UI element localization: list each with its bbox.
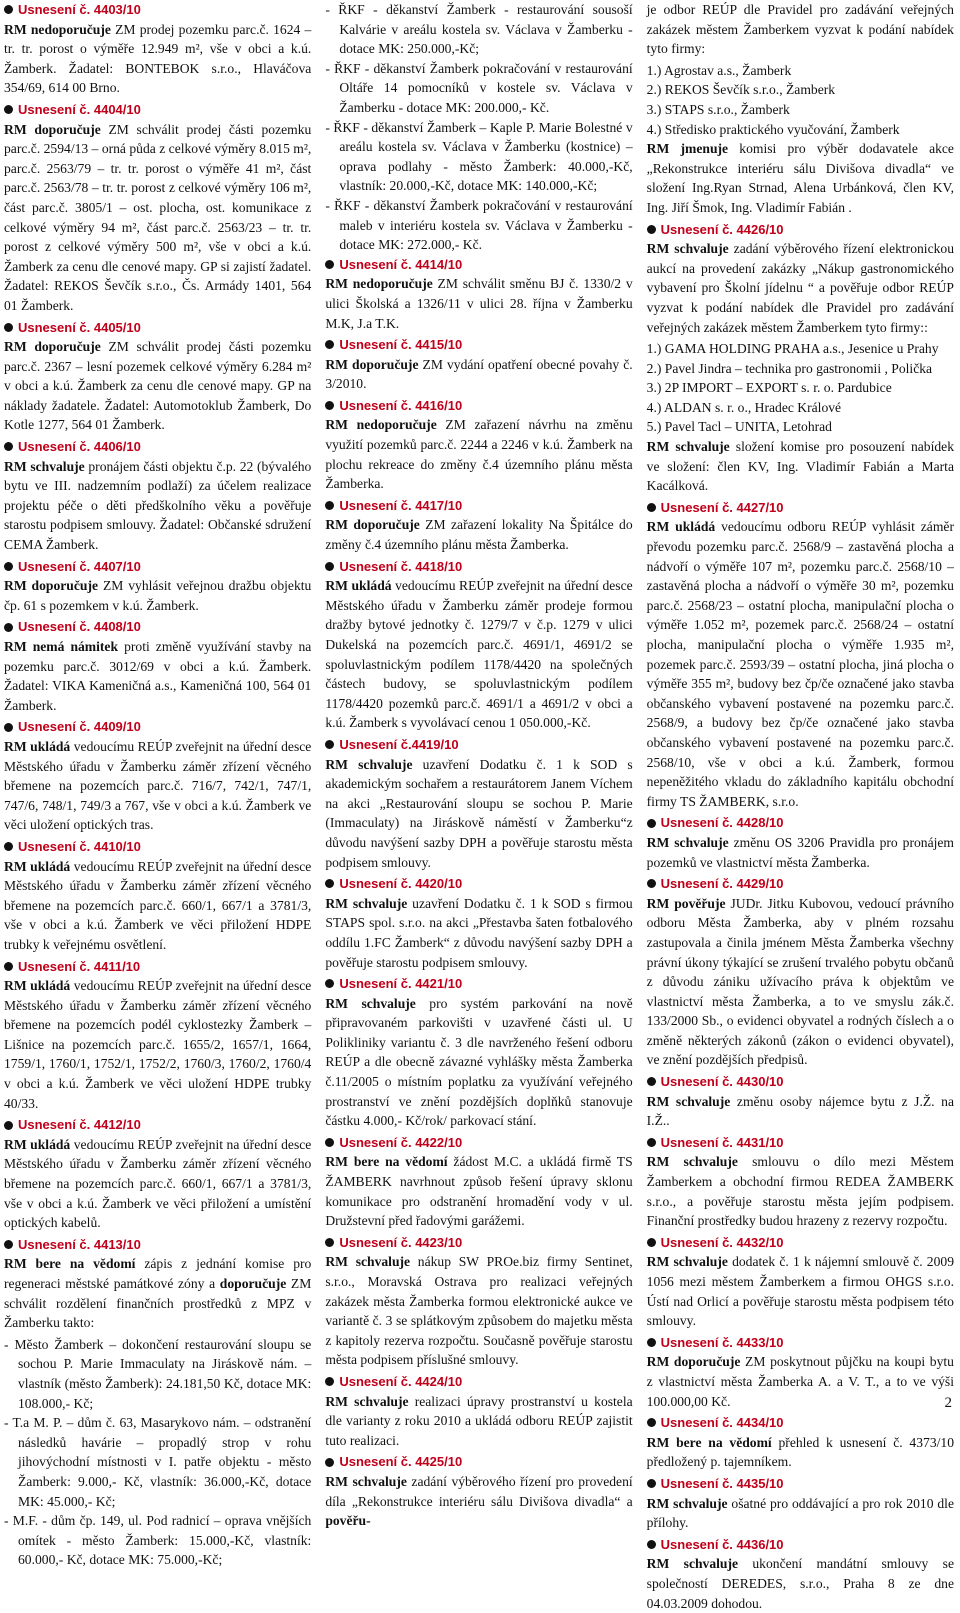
- resolution-heading: Usnesení č. 4405/10: [4, 318, 311, 338]
- list-item: 1.) GAMA HOLDING PRAHA a.s., Jesenice u Prahy: [646, 341, 939, 357]
- bullet-icon: [4, 105, 13, 114]
- resolution-heading: Usnesení č. 4412/10: [4, 1115, 311, 1135]
- resolution-text: RM schvaluje složení komise pro posouzení nabídek ve složení: člen KV, Ing. Vladimír Fabián a Marta Kacálková.: [646, 439, 954, 494]
- resolution-heading: Usnesení č. 4427/10: [647, 498, 954, 518]
- resolution-text: RM ukládá vedoucímu REÚP zveřejnit na úřední desce Městského úřadu v Žamberku záměr zřízení věcného břemene na pozemcích parc.č. 660/1, 667/1 a 3781/3, vše v obci a k.ú. Žamberk ve věci přiložení HDPE trubky k veřejnému osvětlení.: [4, 858, 312, 952]
- resolution-text: RM schvaluje dodatek č. 1 k nájemní smlouvě č. 2009 1056 mezi městem Žamberkem a firmou OHGS s.r.o. Ústí nad Orlicí a pověřuje starostu města podpisem této smlouvy.: [646, 1254, 954, 1329]
- list-item: - ŘKF - děkanství Žamberk pokračování v restaurování Oltáře 14 pomocníků v kostele sv. Václava v Žamberku - dotace MK: 200.000,- Kč.: [325, 60, 633, 115]
- resolution-heading: Usnesení č. 4422/10: [325, 1133, 632, 1153]
- resolution-heading: Usnesení č. 4409/10: [4, 717, 311, 737]
- list-item: - M.F. - dům čp. 149, ul. Pod radnicí – oprava vnějších omítek - město Žamberk: 15.000,-Kč, vlastník: 60.000,- Kč, dotace MK: 75.000,-Kč;: [4, 1513, 312, 1568]
- resolution-heading: Usnesení č. 4430/10: [647, 1072, 954, 1092]
- list-item: - T.a M. P. – dům č. 63, Masarykovo nám. – odstranění následků havárie – propadlý strop v rohu jihovýchodní místnosti v I. patře objektu - město Žamberk: 9.000,- Kč, vlastník: 36.000,-Kč, dotace MK: 45.000,- Kč;: [4, 1415, 312, 1509]
- resolution-heading: Usnesení č. 4417/10: [325, 496, 632, 516]
- bullet-icon: [647, 1338, 656, 1347]
- bullet-icon: [647, 819, 656, 828]
- bullet-icon: [4, 1240, 13, 1249]
- bullet-icon: [325, 1138, 334, 1147]
- resolution-text: RM nemá námitek proti změně využívání stavby na pozemku parc.č. 3012/69 v obci a k.ú. Žamberk. Žadatel: VIKA Kameničná a.s., Kameničná 100, 564 01 Žamberk.: [4, 639, 312, 713]
- newsletter-page: [4, 0, 954, 1611]
- bullet-icon: [4, 323, 13, 332]
- resolution-heading: Usnesení č. 4418/10: [325, 557, 632, 577]
- bullet-icon: [4, 623, 13, 632]
- column-right: [646, 0, 954, 1611]
- resolution-text: RM doporučuje ZM vydání opatření obecné povahy č. 3/2010.: [325, 356, 633, 392]
- resolution-text: RM nedoporučuje ZM prodej pozemku parc.č. 1624 – tr. tr. porost o výměře 12.949 m², vše v obci a k.ú. Žamberk. Žadatel: BONTEBOK s.r.o., Hlaváčova 354/69, 614 00 Brno.: [4, 21, 312, 96]
- bullet-icon: [4, 842, 13, 851]
- list-item: 5.) Pavel Tacl – UNITA, Letohrad: [646, 419, 832, 435]
- list-item: 4.) Středisko praktického vyučování, Žamberk: [646, 121, 900, 137]
- list-item: - ŘKF - děkanství Žamberk - restaurování sousoší Kalvárie v areálu kostela sv. Václava v Žamberku - dotace MK: 250.000,-Kč;: [325, 2, 633, 57]
- resolution-heading: Usnesení č. 4426/10: [647, 220, 954, 240]
- resolution-heading: Usnesení č. 4432/10: [647, 1233, 954, 1253]
- bullet-icon: [325, 1458, 334, 1467]
- bullet-icon: [4, 723, 13, 732]
- resolution-text: RM ukládá vedoucímu REÚP zveřejnit na úřední desce Městského úřadu v Žamberku záměr prodeje formou dražby bytové jednotky č. 1279/7 v č.p. 1279 v ulici Dukelská na pozemcích parc.č. 4691/1, 4691/2 se spoluvlastnickým podílem 1178/4420 na společných částech budovy, se spoluvlastnickým podílem 1178/4420 pozemků parc.č. 4691/1 a 4691/2 v obci a k.ú. Žamberk s vyvolávací cenou 1 050.000,-Kč.: [325, 578, 633, 731]
- resolution-text: RM bere na vědomí zápis z jednání komise pro regeneraci městské památkové zóny a doporučuje ZM schválit rozdělení finančních prostředků z MPZ v Žamberku takto:: [4, 1256, 312, 1331]
- resolution-text: RM schvaluje smlouvu o dílo mezi Městem Žamberkem a obchodní firmou REDEA ŽAMBERK s.r.o., a pověřuje starostu města jejím podpisem. Finanční prostředky budou hrazeny z rezervy rozpočtu.: [646, 1154, 954, 1229]
- resolution-text: RM nedoporučuje ZM schválit směnu BJ č. 1330/2 v ulici Školská a 1326/11 v ulici 28. října v Žamberku M.K, J.a T.K.: [325, 276, 633, 331]
- resolution-heading: Usnesení č. 4433/10: [647, 1333, 954, 1353]
- bullet-icon: [647, 225, 656, 234]
- bullet-icon: [325, 401, 334, 410]
- bullet-icon: [325, 340, 334, 349]
- list-item: 2.) REKOS Ševčík s.r.o., Žamberk: [646, 82, 836, 98]
- resolution-text: RM ukládá vedoucímu REÚP zveřejnit na úřední desce Městského úřadu v Žamberku záměr zřízení věcného břemene na pozemcích parc.č. 660/1, 667/1 a 3781/3, vše v obci a k.ú. Žamberk ve věci přiložení a umístění optických kabelů.: [4, 1136, 312, 1231]
- resolution-text: RM doporučuje ZM poskytnout půjčku na koupi bytu z vlastnictví města Žamberka A. a V. T., a to ve výši 100.000,00 Kč.: [646, 1354, 954, 1409]
- resolution-heading: Usnesení č. 4413/10: [4, 1235, 311, 1255]
- resolution-text: RM ukládá vedoucímu odboru REÚP vyhlásit záměr převodu pozemku parc.č. 2568/9 – zastavěná plocha a nádvoří o výměře 107 m², pozemku parc.č. 2568/10 – zastavěná plocha a nádvoří o výměře 30 m², pozemku parc.č. 2568/23 – ostatní plocha, manipulační plocha o výměře 1.052 m², pozemek parc.č. 2568/24 – ostatní plocha, manipulační plocha o výměře 1.935 m², pozemek parc.č. 2593/39 – ostatní plocha, jiná plocha o výměře 355 m², budovy bez čp/če označené jako stavba občanského vybavení postavené na pozemku parc.č. 2568/9, a budovy bez čp/če označené jako stavba občanského vybavení postavené na pozemku parc.č. 2568/10, vše v obci a k.ú. Žamberk, formou nepeněžitého vkladu do základního kapitálu obchodní firmy TS ŽAMBERK, s.r.o.: [646, 519, 954, 809]
- resolution-text: RM schvaluje změnu OS 3206 Pravidla pro pronájem pozemků ve vlastnictví města Žamberka.: [646, 834, 954, 870]
- resolution-heading: Usnesení č. 4429/10: [647, 874, 954, 894]
- resolution-text: RM ukládá vedoucímu REÚP zveřejnit na úřední desce Městského úřadu v Žamberku záměr zřízení věcného břemene na pozemcích parc.č. 716/7, 742/1, 747/1, 747/6, 748/1, 749/3 a 767, vše v obci a k.ú. Žamberk ve věci uložení optických tras.: [4, 738, 312, 833]
- resolution-text: RM schvaluje pronájem části objektu č.p. 22 (bývalého bytu ve III. nadzemním podlaží) za účelem realizace projektu péče o děti předškolního věku a pověřuje starostu podpisem smlouvy. Žadatel: Občanské sdružení CEMA Žamberk.: [4, 458, 312, 553]
- bullet-icon: [647, 1479, 656, 1488]
- list-item: - ŘKF - děkanství Žamberk pokračování v restaurování maleb v interiéru kostela sv. Václava v Žamberku - dotace MK: 272.000,- Kč.: [325, 197, 633, 253]
- resolution-text: RM bere na vědomí žádost M.C. a ukládá firmě TS ŽAMBERK navrhnout způsob řešení úpravy sklonu komunikace pro odstranění hromadění vody v ul. Družstevní před řadovými garážemi.: [325, 1154, 633, 1229]
- resolution-heading: Usnesení č. 4408/10: [4, 617, 311, 637]
- bullet-icon: [325, 1238, 334, 1247]
- resolution-text: RM schvaluje nákup SW PROe.biz firmy Sentinet, s.r.o., Moravská Ostrava pro realizaci veřejných zakázek města Žamberka formou elektronické aukce ve variantě č. 3 se splátkovým způsobem do majetku města z kapitoly rezerva rozpočtu. Současně pověřuje starostu města podpisem příslušné smlouvy.: [325, 1254, 633, 1368]
- resolution-heading: Usnesení č. 4403/10: [4, 0, 311, 20]
- resolution-text: RM ukládá vedoucímu REÚP zveřejnit na úřední desce Městského úřadu v Žamberku záměr zřízení věcného břemene na pozemcích podél cyklostezky Žamberk – Lišnice na pozemcích parc.č. 1655/2, 1657/1, 1664, 1759/1, 1760/1, 1752/1, 1752/2, 1760/3, 1760/2, 1760/4 v obci a k.ú. Žamberk ve věci uložení HDPE trubky 40/33.: [4, 978, 312, 1111]
- bullet-icon: [647, 1077, 656, 1086]
- resolution-heading: Usnesení č. 4435/10: [647, 1474, 954, 1494]
- list-item: 1.) Agrostav a.s., Žamberk: [646, 62, 792, 78]
- resolution-text: RM schvaluje uzavření Dodatku č. 1 k SOD s akademickým sochařem a restaurátorem Janem Víchem na akci „Restaurování sloupu se sochou P. Marie (Immaculaty) na Jiráskově náměstí v Žamberku“z důvodu navýšení sazby DPH a pověřuje starostu města podpisem smlouvy.: [325, 756, 633, 870]
- page-number: 2: [944, 1395, 952, 1411]
- column-left: [4, 0, 312, 1568]
- list-item: - Město Žamberk – dokončení restaurování sloupu se sochou P. Marie Immaculaty na Jiráskově nám. – vlastník (město Žamberk): 24.181,50 Kč, dotace MK: 108.000,- Kč;: [4, 1336, 312, 1411]
- resolution-text: RM schvaluje zadání výběrového řízení pro provedení díla „Rekonstrukce interiéru sálu Divišova divadla“ a pověřu-: [325, 1473, 633, 1529]
- resolution-text: RM jmenuje komisi pro výběr dodavatele akce „Rekonstrukce interiéru sálu Divišova divadla“ ve složení Ing.Ryan Strnad, Alena Urbánková, člen KV, Ing. Jiří Šmok, Ing. Vladimír Fabián .: [646, 141, 954, 215]
- resolution-text: RM schvaluje ukončení mandátní smlouvy se společností DEREDES, s.r.o., Praha 8 ze dne 04.03.2009 dohodou.: [646, 1556, 954, 1611]
- resolution-heading: Usnesení č. 4424/10: [325, 1372, 632, 1392]
- bullet-icon: [325, 562, 334, 571]
- resolution-heading: Usnesení č. 4434/10: [647, 1413, 954, 1433]
- bullet-icon: [4, 562, 13, 571]
- resolution-text: RM bere na vědomí přehled k usnesení č. 4373/10 předložený p. tajemníkem.: [646, 1434, 954, 1470]
- resolution-text: RM schvaluje zadání výběrového řízení elektronickou aukcí na provedení zakázky „Nákup gastronomického vybavení pro Školní jídelnu “ a pověřuje odbor REÚP vyzvat k podání nabídek dle Pravidel pro zadávání veřejných zakázek městem Žamberkem tyto firmy::: [646, 241, 954, 335]
- resolution-heading: Usnesení č. 4414/10: [325, 255, 632, 275]
- continued-text: je odbor REÚP dle Pravidel pro zadávání veřejných zakázek městem Žamberkem vyzvat k podání nabídek tyto firmy:: [646, 2, 954, 57]
- resolution-heading: Usnesení č. 4410/10: [4, 837, 311, 857]
- resolution-text: RM schvaluje změnu osoby nájemce bytu z J.Ž. na I.Ž..: [646, 1093, 954, 1129]
- bullet-icon: [647, 503, 656, 512]
- resolution-text: RM schvaluje realizaci úpravy prostranství u kostela dle varianty z roku 2010 a ukládá odboru REÚP zajistit tuto realizaci.: [325, 1393, 633, 1448]
- bullet-icon: [4, 1121, 13, 1130]
- resolution-heading: Usnesení č. 4407/10: [4, 557, 311, 577]
- resolution-text: RM nedoporučuje ZM zařazení návrhu na změnu využití pozemků parc.č. 2244 a 2246 v k.ú. Žamberk na plochu rekreace do změny č.4 územního plánu města Žamberka.: [325, 417, 633, 492]
- resolution-text: RM schvaluje pro systém parkování na nově připravovaném parkovišti v uzavřené části ul. U Polikliniky variantu č. 3 dle navrženého řešení odboru REÚP a dle obecně závazné vyhlášky města Žamberka č.11/2005 o místním poplatku za využívání veřejného prostranství ve znění pozdějších doplňků stanovuje částku 4.000,- Kč/rok/ parkovací stání.: [325, 995, 633, 1129]
- list-item: 3.) 2P IMPORT – EXPORT s. r. o. Pardubice: [646, 380, 892, 396]
- bullet-icon: [325, 740, 334, 749]
- bullet-icon: [325, 260, 334, 269]
- resolution-heading: Usnesení č. 4416/10: [325, 396, 632, 416]
- bullet-icon: [647, 1540, 656, 1549]
- bullet-icon: [325, 501, 334, 510]
- list-item: 4.) ALDAN s. r. o., Hradec Králové: [646, 399, 842, 415]
- resolution-heading: Usnesení č. 4428/10: [647, 813, 954, 833]
- resolution-heading: Usnesení č. 4420/10: [325, 874, 632, 894]
- bullet-icon: [647, 879, 656, 888]
- resolution-heading: Usnesení č. 4406/10: [4, 437, 311, 457]
- bullet-icon: [647, 1238, 656, 1247]
- bullet-icon: [4, 442, 13, 451]
- resolution-heading: Usnesení č. 4404/10: [4, 100, 311, 120]
- resolution-heading: Usnesení č. 4421/10: [325, 974, 632, 994]
- bullet-icon: [4, 962, 13, 971]
- bullet-icon: [325, 979, 334, 988]
- resolution-text: RM doporučuje ZM zařazení lokality Na Špitálce do změny č.4 územního plánu města Žamberka.: [325, 517, 633, 553]
- resolution-heading: Usnesení č. 4415/10: [325, 335, 632, 355]
- resolution-text: RM schvaluje ošatné pro oddávající a pro rok 2010 dle přílohy.: [646, 1495, 954, 1531]
- bullet-icon: [647, 1418, 656, 1427]
- resolution-heading: Usnesení č. 4431/10: [647, 1133, 954, 1153]
- resolution-heading: Usnesení č. 4436/10: [647, 1535, 954, 1555]
- bullet-icon: [647, 1138, 656, 1147]
- bullet-icon: [325, 879, 334, 888]
- list-item: - ŘKF - děkanství Žamberk – Kaple P. Marie Bolestné v areálu kostela sv. Václava v Žamberku (kostnice) – oprava podlahy - město Žamberk: 40.000,-Kč, vlastník: 20.000,-Kč, dotace MK: 140.000,-Kč;: [325, 119, 633, 194]
- resolution-text: RM doporučuje ZM vyhlásit veřejnou dražbu objektu čp. 61 s pozemkem v k.ú. Žamberk.: [4, 578, 312, 613]
- list-item: 2.) Pavel Jindra – technika pro gastronomii , Polička: [646, 360, 933, 376]
- resolution-text: RM doporučuje ZM schválit prodej části pozemku parc.č. 2594/13 – orná půda z celkové výměry 8.015 m², parc.č. 2563/79 – tr. tr. porost o výměře 41 m², část parc.č. 2563/78 – tr. tr. porost z celkové výměry 106 m², část parc.č. 3805/1 – ost. plocha, ost. komunikace z celkové výměry 94 m², část parc.č. 2563/23 – tr. tr. porost z celkové výměry 500 m², vše v obci a k.ú. Žamberk za cenu dle cenové mapy. GP si zajistí žadatel. Žadatel: REKOS Ševčík s.r.o., Čs. Armády 1401, 564 01 Žamberk.: [4, 121, 312, 313]
- list-item: 3.) STAPS s.r.o., Žamberk: [646, 101, 790, 117]
- column-middle: [325, 0, 633, 1529]
- resolution-text: RM doporučuje ZM schválit prodej části pozemku parc.č. 2367 – lesní pozemek celkové výměry 6.284 m² v obci a k.ú. Žamberk za cenu dle cenové mapy. GP na náklady žadatele. Žadatel: Automotoklub Žamberk, Do Kotle 1277, 564 01 Žamberk.: [4, 339, 312, 433]
- resolution-heading: Usnesení č. 4411/10: [4, 957, 311, 977]
- bullet-icon: [4, 5, 13, 14]
- resolution-text: RM schvaluje uzavření Dodatku č. 1 k SOD s firmou STAPS spol. s.r.o. na akci „Přestavba šaten fotbalového oddílu 1.FC Žamberk“ z důvodu navýšení sazby DPH a pověřuje starostu podpisem smlouvy.: [325, 895, 633, 970]
- bullet-icon: [325, 1377, 334, 1386]
- resolution-heading: Usnesení č.4419/10: [325, 735, 632, 755]
- resolution-text: RM pověřuje JUDr. Jitku Kubovou, vedoucí právního odboru Města Žamberka, aby v plném rozsahu zastupovala a činila jménem Města Žamberka všechny právní úkony týkající se zrušení trvalého pobytu občanů z důvodu zániku užívacího práva k objektům ve vlastnictví města Žamberka, a to ve smyslu zák.č. 133/2000 Sb., o evidenci obyvatel a rodných číslech a o změně některých zákonů (zákon o evidenci obyvatel), ve znění pozdějších předpisů.: [646, 895, 954, 1068]
- resolution-heading: Usnesení č. 4423/10: [325, 1233, 632, 1253]
- resolution-heading: Usnesení č. 4425/10: [325, 1452, 632, 1472]
